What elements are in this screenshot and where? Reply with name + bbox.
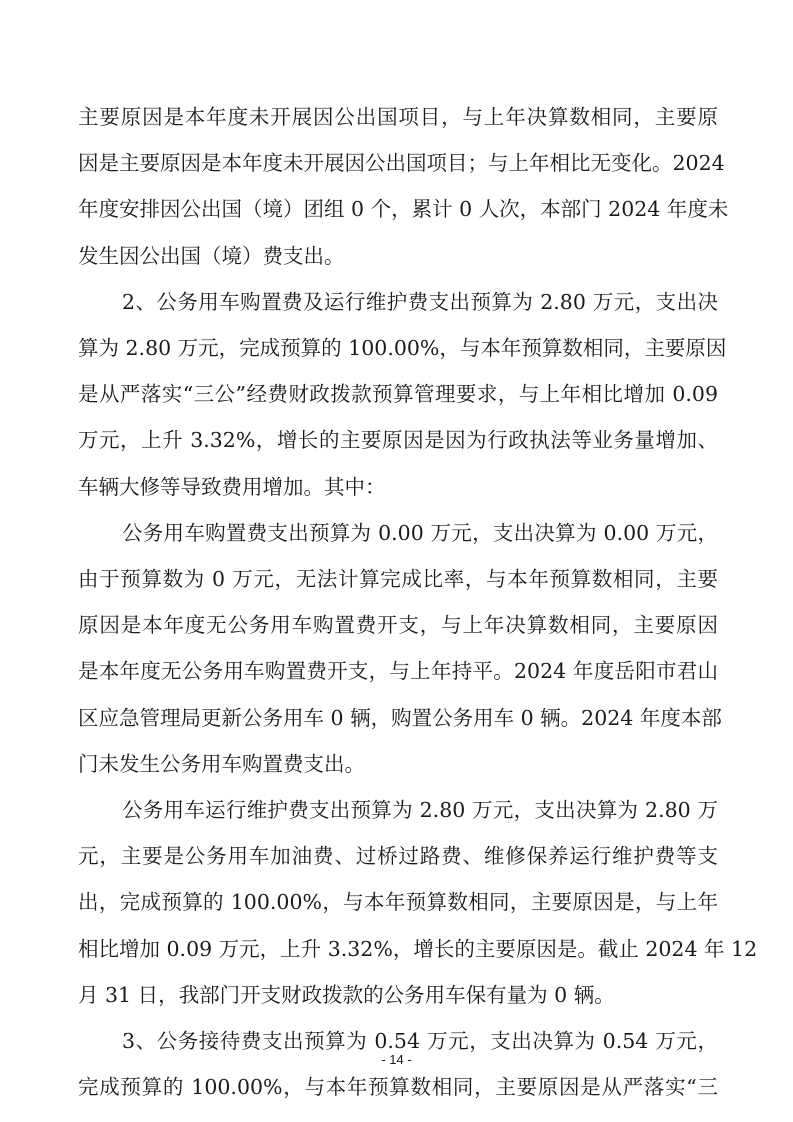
paragraph-line: 月 31 日，我部门开支财政拨款的公务用车保有量为 0 辆。 [78,982,615,1007]
page-number: - 14 - [381,1052,412,1067]
paragraph-line: 万元，上升 3.32%，增长的主要原因是因为行政执法等业务量增加、 [78,428,718,453]
paragraph-line: 相比增加 0.09 万元，上升 3.32%，增长的主要原因是。截止 2024 年 12 [78,936,758,961]
paragraph-line: 出，完成预算的 100.00%，与本年预算数相同，主要原因是，与上年 [78,890,718,915]
paragraph-line: 门未发生公务用车购置费支出。 [78,751,365,776]
paragraph-line: 主要原因是本年度未开展因公出国项目，与上年决算数相同，主要原 [78,105,718,129]
paragraph-line: 年度安排因公出国（境）团组 0 个，累计 0 人次，本部门 2024 年度未 [78,197,729,222]
paragraph-line: 公务用车购置费支出预算为 0.00 万元，支出决算为 0.00 万元， [122,520,718,545]
paragraph-line: 原因是本年度无公务用车购置费开支，与上年决算数相同，主要原因 [78,613,718,638]
paragraph-line: 车辆大修等导致费用增加。其中： [78,474,386,499]
paragraph-line: 算为 2.80 万元，完成预算的 100.00%，与本年预算数相同，主要原因 [78,336,727,360]
paragraph-line: 发生因公出国（境）费支出。 [78,243,345,268]
paragraph-line: 3、公务接待费支出预算为 0.54 万元，支出决算为 0.54 万元， [122,1029,718,1053]
paragraph-line: 区应急管理局更新公务用车 0 辆，购置公务用车 0 辆。2024 年度本部 [78,705,722,730]
paragraph-line: 是本年度无公务用车购置费开支，与上年持平。2024 年度岳阳市君山 [78,659,718,684]
paragraph-line: 完成预算的 100.00%，与本年预算数相同，主要原因是从严落实“三 [78,1075,718,1100]
paragraph-line: 2、公务用车购置费及运行维护费支出预算为 2.80 万元，支出决 [122,289,718,314]
paragraph-line: 公务用车运行维护费支出预算为 2.80 万元，支出决算为 2.80 万 [122,798,718,822]
paragraph-line: 因是主要原因是本年度未开展因公出国项目；与上年相比无变化。2024 [78,151,725,176]
paragraph-line: 是从严落实“三公”经费财政拨款预算管理要求，与上年相比增加 0.09 [78,382,718,407]
paragraph-line: 由于预算数为 0 万元，无法计算完成比率，与本年预算数相同，主要 [78,567,718,591]
paragraph-line: 元，主要是公务用车加油费、过桥过路费、维修保养运行维护费等支 [78,844,718,869]
